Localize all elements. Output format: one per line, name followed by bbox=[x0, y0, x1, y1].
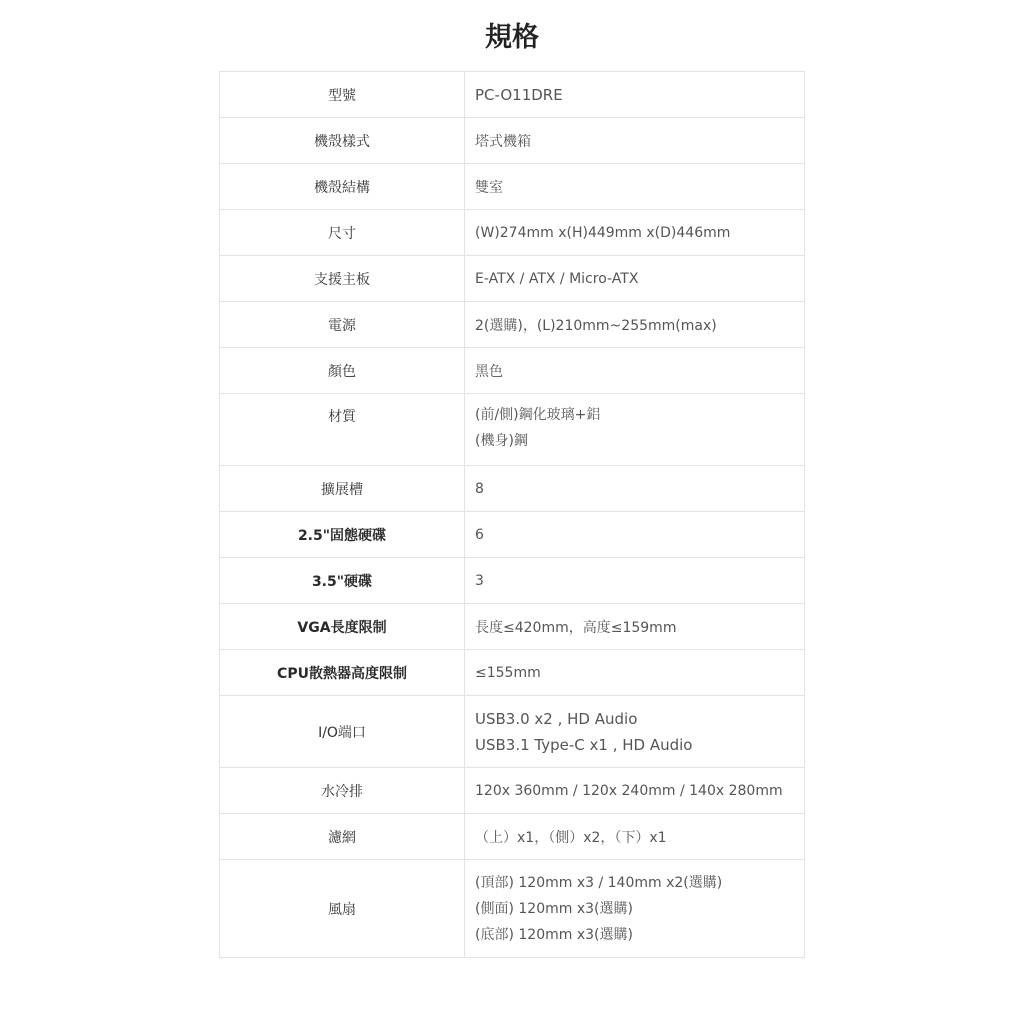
spec-value-line: (前/側)鋼化玻璃+鋁 bbox=[475, 407, 601, 423]
spec-value-color: 黑色 bbox=[465, 348, 805, 394]
spec-value-hdd: 3 bbox=[465, 558, 805, 604]
spec-value-line: (底部) 120mm x3(選購) bbox=[475, 926, 633, 943]
spec-value-line: USB3.0 x2 , HD Audio bbox=[475, 709, 638, 728]
spec-label-hdd: 3.5"硬碟 bbox=[220, 558, 465, 604]
spec-label-case-structure: 機殼結構 bbox=[220, 164, 465, 210]
spec-value-ssd: 6 bbox=[465, 512, 805, 558]
spec-value-case-structure: 雙室 bbox=[465, 164, 805, 210]
table-row bbox=[220, 466, 805, 512]
spec-label-material: 材質 bbox=[220, 394, 465, 466]
spec-value-material bbox=[465, 394, 805, 466]
spec-label-vga-limit: VGA長度限制 bbox=[220, 604, 465, 650]
spec-value-io-ports bbox=[465, 696, 805, 768]
table-row bbox=[220, 860, 805, 958]
spec-value-dimensions: (W)274mm x(H)449mm x(D)446mm bbox=[465, 210, 805, 256]
table-row bbox=[220, 302, 805, 348]
spec-value-filter: （上）x1，（側）x2，（下）x1 bbox=[465, 814, 805, 860]
spec-value-cpu-cooler-limit: ≤155mm bbox=[465, 650, 805, 696]
spec-label-io-ports: I/O端口 bbox=[220, 696, 465, 768]
table-row bbox=[220, 256, 805, 302]
spec-label-motherboard: 支援主板 bbox=[220, 256, 465, 302]
spec-label-ssd: 2.5"固態硬碟 bbox=[220, 512, 465, 558]
table-row bbox=[220, 164, 805, 210]
spec-value-motherboard: E-ATX / ATX / Micro-ATX bbox=[465, 256, 805, 302]
spec-value-line: (側面) 120mm x3(選購) bbox=[475, 900, 633, 917]
table-row bbox=[220, 558, 805, 604]
spec-label-cpu-cooler-limit: CPU散熱器高度限制 bbox=[220, 650, 465, 696]
table-row bbox=[220, 118, 805, 164]
spec-label-fans: 風扇 bbox=[220, 860, 465, 958]
spec-label-color: 顏色 bbox=[220, 348, 465, 394]
spec-label-dimensions: 尺寸 bbox=[220, 210, 465, 256]
spec-value-vga-limit: 長度≤420mm，高度≤159mm bbox=[465, 604, 805, 650]
table-row bbox=[220, 650, 805, 696]
spec-label-expansion-slots: 擴展槽 bbox=[220, 466, 465, 512]
table-row bbox=[220, 814, 805, 860]
spec-value-radiator: 120x 360mm / 120x 240mm / 140x 280mm bbox=[465, 768, 805, 814]
spec-value-expansion-slots: 8 bbox=[465, 466, 805, 512]
table-row bbox=[220, 348, 805, 394]
spec-value-model: PC-O11DRE bbox=[465, 72, 805, 118]
spec-value-line: (機身)鋼 bbox=[475, 433, 528, 449]
spec-label-radiator: 水冷排 bbox=[220, 768, 465, 814]
spec-label-psu: 電源 bbox=[220, 302, 465, 348]
table-row bbox=[220, 72, 805, 118]
table-row bbox=[220, 696, 805, 768]
spec-value-psu: 2(選購)，(L)210mm~255mm(max) bbox=[465, 302, 805, 348]
spec-value-line: (頂部) 120mm x3 / 140mm x2(選購) bbox=[475, 874, 723, 891]
spec-label-filter: 濾網 bbox=[220, 814, 465, 860]
spec-table bbox=[219, 71, 805, 958]
spec-value-line: USB3.1 Type-C x1 , HD Audio bbox=[475, 735, 693, 754]
page-title: 規格 bbox=[485, 22, 539, 53]
spec-value-fans bbox=[465, 860, 805, 958]
table-row bbox=[220, 210, 805, 256]
spec-label-case-type: 機殼樣式 bbox=[220, 118, 465, 164]
spec-value-case-type: 塔式機箱 bbox=[465, 118, 805, 164]
table-row bbox=[220, 604, 805, 650]
table-row bbox=[220, 394, 805, 466]
spec-label-model: 型號 bbox=[220, 72, 465, 118]
table-row bbox=[220, 768, 805, 814]
table-row bbox=[220, 512, 805, 558]
